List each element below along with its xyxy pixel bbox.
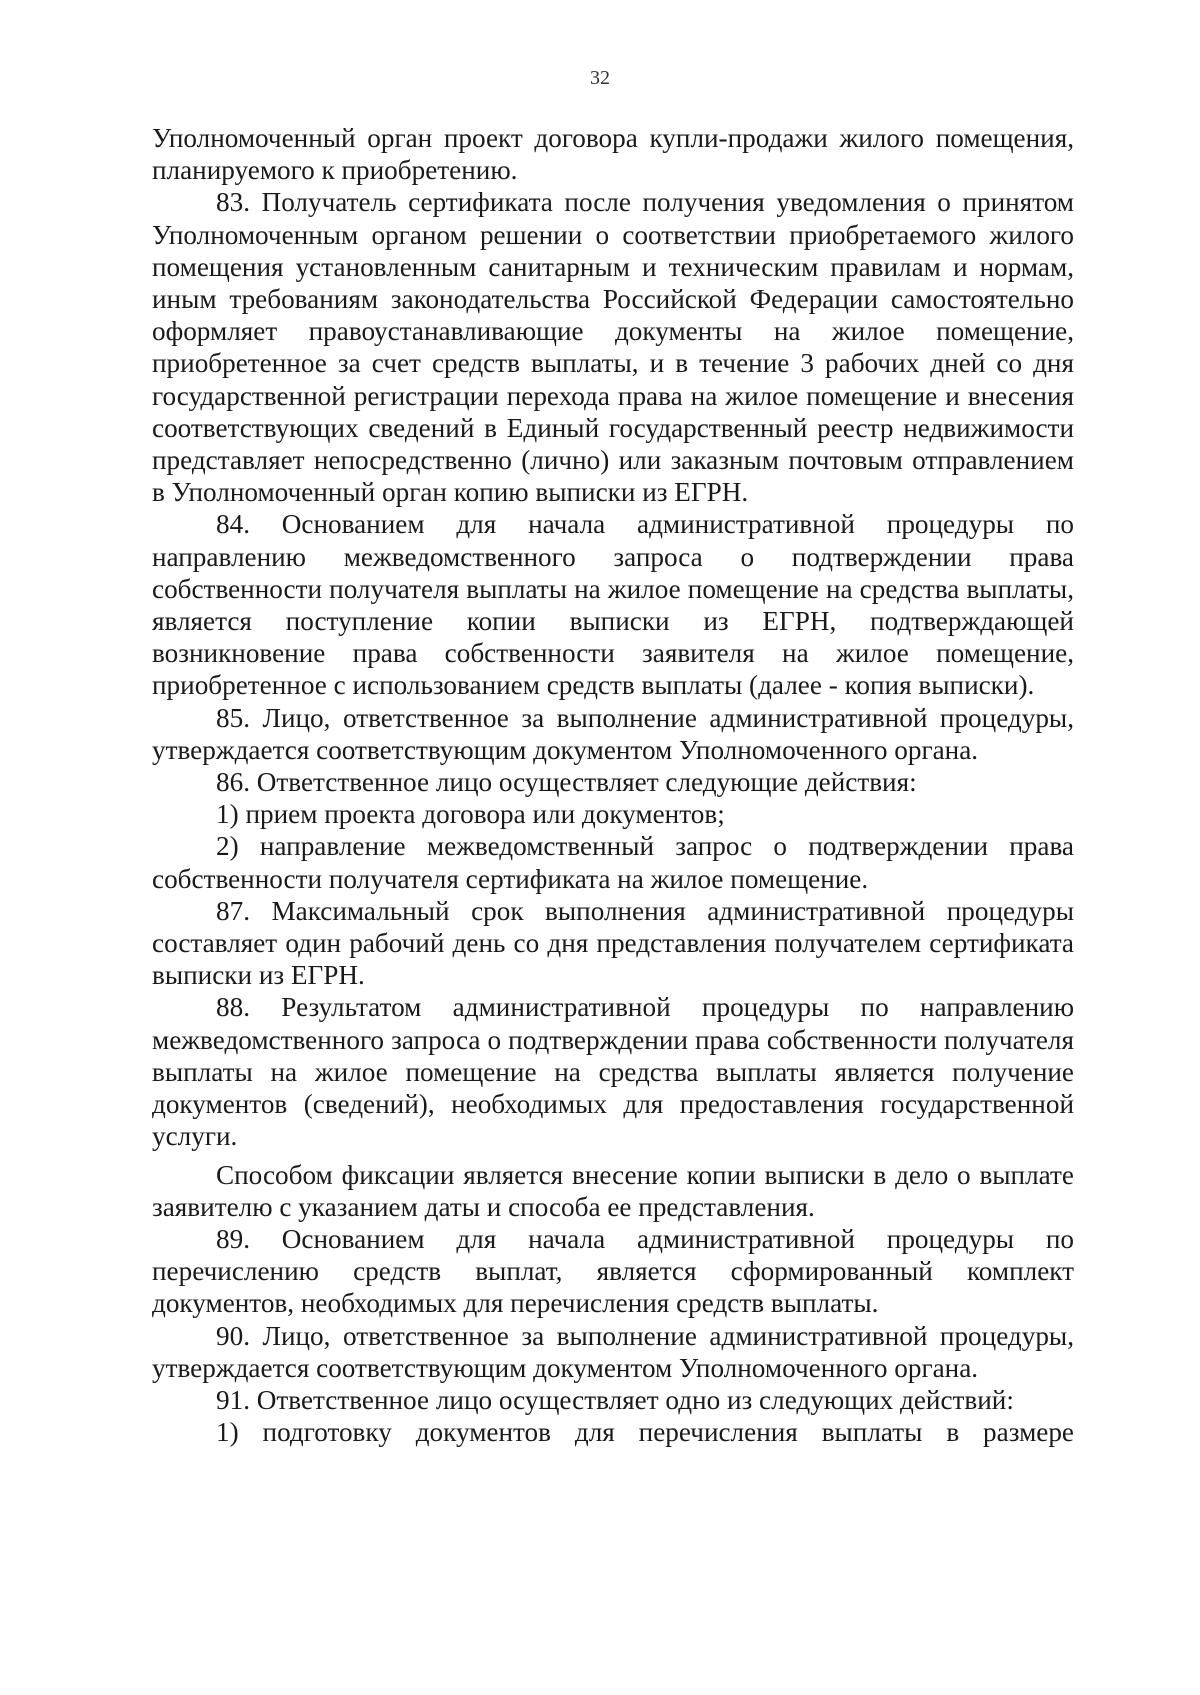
- paragraph-89: 89. Основанием для начала административной процедуры по перечислению средств выплат, является сформированный комплект документов, необходимых для перечисления средств выплаты.: [152, 1223, 1074, 1319]
- paragraph-83: 83. Получатель сертификата после получения уведомления о принятом Уполномоченным органом решении о соответствии приобретаемого жилого помещения установленным санитарным и техническим правилам и нормам, иным требованиям законодательства Российской Федерации самостоятельно оформляет правоустанавливающие документы на жилое помещение, приобретенное за счет средств выплаты, и в течение 3 рабочих дней со дня государственной регистрации перехода права на жилое помещение и внесения соответствующих сведений в Единый государственный реестр недвижимости представляет непосредственно (лично) или заказным почтовым отправлением в Уполномоченный орган копию выписки из ЕГРН.: [152, 187, 1074, 508]
- paragraph-87: 87. Максимальный срок выполнения административной процедуры составляет один рабочий день со дня представления получателем сертификата выписки из ЕГРН.: [152, 895, 1074, 991]
- paragraph-91-item-1: 1) подготовку документов для перечисления выплаты в размере: [216, 1417, 1074, 1448]
- paragraph-fixation-method: Способом фиксации является внесение копии выписки в дело о выплате заявителю с указанием даты и способа ее представления.: [152, 1159, 1074, 1222]
- paragraph-85: 85. Лицо, ответственное за выполнение административной процедуры, утверждается соответствующим документом Уполномоченного органа.: [152, 702, 1074, 765]
- paragraph-86: 86. Ответственное лицо осуществляет следующие действия:: [216, 767, 917, 798]
- paragraph-86-item-1: 1) прием проекта договора или документов;: [216, 799, 725, 830]
- paragraph-90: 90. Лицо, ответственное за выполнение административной процедуры, утверждается соответствующим документом Уполномоченного органа.: [152, 1320, 1074, 1383]
- paragraph-86-item-2: 2) направление межведомственный запрос о подтверждении права собственности получателя сертификата на жилое помещение.: [152, 831, 1074, 894]
- paragraph-91: 91. Ответственное лицо осуществляет одно из следующих действий:: [216, 1384, 1014, 1415]
- paragraph-continuation: Уполномоченный орган проект договора купли-продажи жилого помещения, планируемого к приобретению.: [152, 123, 1074, 186]
- page-number: 32: [590, 67, 610, 89]
- paragraph-84: 84. Основанием для начала административной процедуры по направлению межведомственного запроса о подтверждении права собственности получателя выплаты на жилое помещение на средства выплаты, является поступление копии выписки из ЕГРН, подтверждающей возникновение права собственности заявителя на жилое помещение, приобретенное с использованием средств выплаты (далее - копия выписки).: [152, 509, 1074, 701]
- paragraph-88: 88. Результатом административной процедуры по направлению межведомственного запроса о подтверждении права собственности получателя выплаты на жилое помещение на средства выплаты является получение документов (сведений), необходимых для предоставления государственной услуги.: [152, 992, 1074, 1152]
- document-body: [152, 122, 1074, 1448]
